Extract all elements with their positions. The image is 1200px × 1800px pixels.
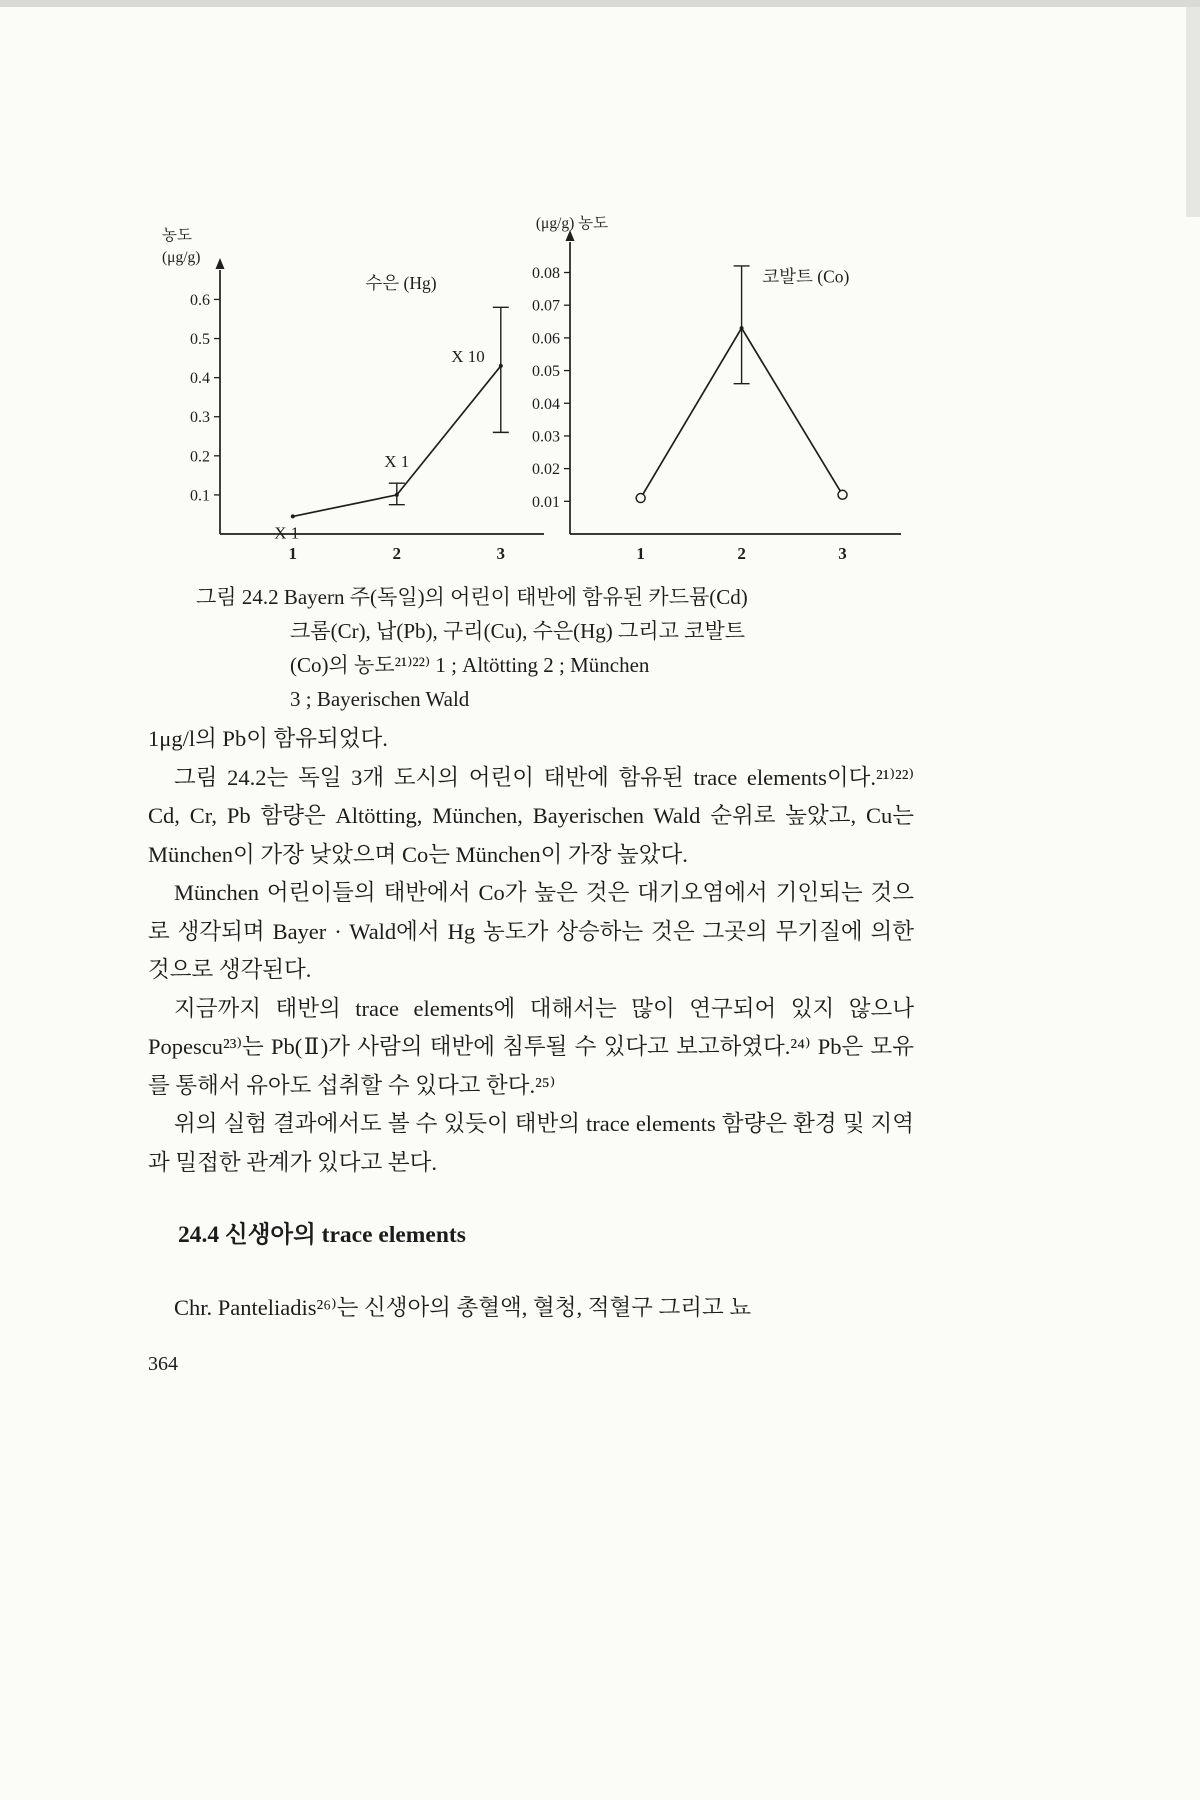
- svg-text:2: 2: [392, 544, 402, 563]
- figure-caption-line: (Co)의 농도²¹⁾²²⁾ 1 ; Altötting 2 ; München: [290, 653, 650, 677]
- paragraph: 위의 실험 결과에서도 볼 수 있듯이 태반의 trace elements 함량은 환경 및 지역과 밀접한 관계가 있다고 본다.: [148, 1111, 914, 1175]
- svg-text:3: 3: [496, 544, 506, 563]
- scan-edge-artifact: [0, 0, 1200, 7]
- svg-text:농도: 농도: [162, 227, 192, 244]
- svg-text:0.07: 0.07: [532, 297, 560, 315]
- svg-text:0.6: 0.6: [190, 291, 210, 309]
- svg-text:0.1: 0.1: [190, 487, 210, 505]
- hg-concentration-chart: [158, 214, 548, 564]
- svg-text:X 1: X 1: [274, 523, 300, 543]
- figure-caption-line: 3 ; Bayerischen Wald: [290, 687, 470, 711]
- svg-text:0.06: 0.06: [532, 330, 560, 348]
- page-number: 364: [148, 1353, 178, 1375]
- svg-text:0.01: 0.01: [532, 493, 560, 511]
- svg-text:수은 (Hg): 수은 (Hg): [365, 272, 437, 293]
- svg-text:3: 3: [838, 544, 847, 563]
- figure-caption-line: 그림 24.2 Bayern 주(독일)의 어린이 태반에 함유된 카드뮴(Cd): [196, 585, 748, 609]
- figure-caption-line: 크롬(Cr), 납(Pb), 구리(Cu), 수은(Hg) 그리고 코발트: [290, 619, 746, 643]
- svg-text:0.4: 0.4: [190, 370, 210, 388]
- figure-caption: [196, 580, 856, 716]
- svg-text:코발트 (Co): 코발트 (Co): [762, 266, 850, 287]
- svg-text:0.3: 0.3: [190, 409, 210, 427]
- paragraph: 1μg/l의 Pb이 함유되었다.: [148, 726, 388, 751]
- co-concentration-chart: [505, 214, 905, 564]
- svg-text:X 10: X 10: [451, 346, 485, 366]
- svg-text:1: 1: [288, 544, 298, 563]
- svg-text:0.02: 0.02: [532, 461, 560, 479]
- svg-text:(μg/g) 농도: (μg/g) 농도: [535, 215, 609, 232]
- svg-text:X 1: X 1: [384, 451, 410, 471]
- svg-text:1: 1: [636, 544, 645, 563]
- svg-text:0.05: 0.05: [532, 363, 560, 381]
- paragraph: 그림 24.2는 독일 3개 도시의 어린이 태반에 함유된 trace elements이다.²¹⁾²²⁾ Cd, Cr, Pb 함량은 Altötting, München, Bayerischen Wald 순위로 높았고, Cu는 München이 가장 낮았으며 Co는 München이 가장 높았다.: [148, 764, 914, 867]
- paragraph: 지금까지 태반의 trace elements에 대해서는 많이 연구되어 있지 않으나 Popescu²³⁾는 Pb(Ⅱ)가 사람의 태반에 침투될 수 있다고 보고하였다.²⁴⁾ Pb은 모유를 통해서 유아도 섭취할 수 있다고 한다.²⁵⁾: [148, 995, 914, 1098]
- svg-text:0.04: 0.04: [532, 395, 560, 413]
- svg-text:(μg/g): (μg/g): [162, 249, 201, 266]
- scan-corner-artifact: [1186, 7, 1200, 217]
- svg-text:0.2: 0.2: [190, 448, 210, 466]
- svg-text:0.5: 0.5: [190, 331, 210, 349]
- svg-text:0.03: 0.03: [532, 428, 560, 446]
- body-text: [148, 720, 914, 1384]
- svg-text:0.08: 0.08: [532, 265, 560, 283]
- paragraph: München 어린이들의 태반에서 Co가 높은 것은 대기오염에서 기인되는 것으로 생각되며 Bayer · Wald에서 Hg 농도가 상승하는 것은 그곳의 무기질에 의한 것으로 생각된다.: [148, 880, 914, 982]
- svg-text:2: 2: [737, 544, 746, 563]
- paragraph: Chr. Panteliadis²⁶⁾는 신생아의 총혈액, 혈청, 적혈구 그리고 뇨: [174, 1294, 752, 1320]
- section-heading: 24.4 신생아의 trace elements: [178, 1222, 466, 1248]
